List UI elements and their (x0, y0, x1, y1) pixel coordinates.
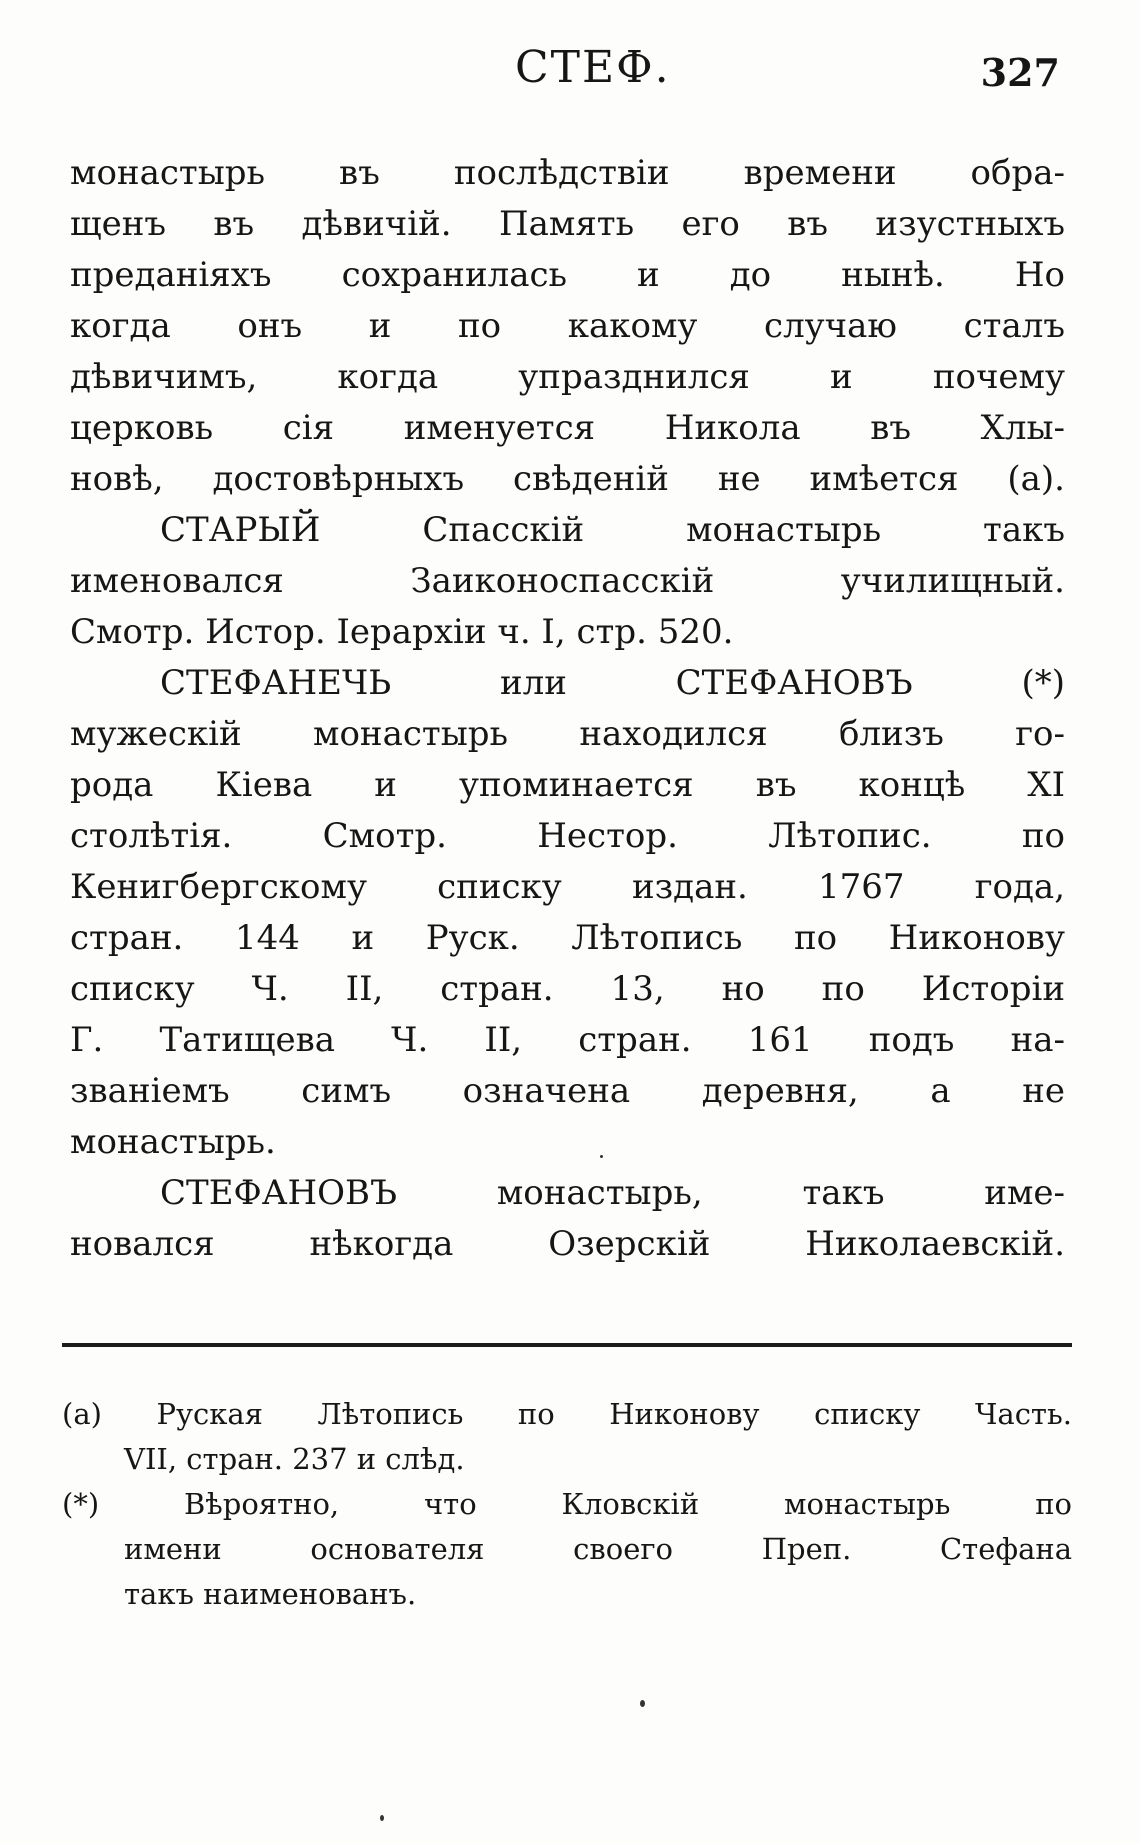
footnote-line: такъ наименованъ. (124, 1577, 417, 1611)
text-line: преданіяхъ сохранилась и до нынѣ. Но (70, 255, 1065, 295)
text-line: стран. 144 и Руск. Лѣтопись по Никонову (70, 918, 1065, 958)
text-line: щенъ въ дѣвичій. Память его въ изустныхъ (70, 204, 1065, 244)
text-line: дѣвичимъ, когда упразднился и почему (70, 357, 1065, 397)
footnote-line: (а) Руская Лѣтопись по Никонову списку Часть. (62, 1397, 1072, 1431)
footnotes (62, 1392, 1072, 1617)
footnote-line: (*) Вѣроятно, что Кловскій монастырь по (62, 1487, 1072, 1521)
ink-speck (600, 1155, 603, 1158)
text-line: списку Ч. II, стран. 13, но по Исторіи (70, 969, 1065, 1009)
text-line: именовался Заиконоспасскій училищный. (70, 561, 1065, 601)
text-line: монастырь въ послѣдствіи времени обра- (70, 153, 1065, 193)
text-line: Кенигбергскому списку издан. 1767 года, (70, 867, 1065, 907)
entry-heading-line: СТАРЫЙ Спасскій монастырь такъ (160, 510, 1065, 550)
text-line: Смотр. Истор. Іерархіи ч. I, стр. 520. (70, 612, 734, 652)
text-line: новался нѣкогда Озерскій Николаевскій. (70, 1224, 1065, 1264)
text-line: когда онъ и по какому случаю сталъ (70, 306, 1065, 346)
running-head: СТЕФ. (515, 42, 671, 93)
ink-speck (380, 1815, 384, 1821)
entry-heading-line: СТЕФАНОВЪ монастырь, такъ име- (160, 1173, 1065, 1213)
main-text (70, 148, 1065, 1270)
text-line: рода Кіева и упоминается въ концѣ XI (70, 765, 1065, 805)
text-line: столѣтія. Смотр. Нестор. Лѣтопис. по (70, 816, 1065, 856)
ink-speck (640, 1700, 645, 1707)
page-header (70, 42, 1060, 102)
text-line: мужескій монастырь находился близъ го- (70, 714, 1065, 754)
text-line: новѣ, достовѣрныхъ свѣденій не имѣется (а). (70, 459, 1065, 499)
footnote-divider (62, 1343, 1072, 1347)
page-number: 327 (980, 50, 1060, 95)
text-line: Г. Татищева Ч. II, стран. 161 подъ на- (70, 1020, 1065, 1060)
text-line: церковь сія именуется Никола въ Хлы- (70, 408, 1065, 448)
entry-heading-line: СТЕФАНЕЧЬ или СТЕФАНОВЪ (*) (160, 663, 1065, 703)
footnote-line: VII, стран. 237 и слѣд. (124, 1442, 465, 1476)
text-line: монастырь. (70, 1122, 276, 1162)
footnote-line: имени основателя своего Преп. Стефана (124, 1532, 1072, 1566)
text-line: званіемъ симъ означена деревня, а не (70, 1071, 1065, 1111)
